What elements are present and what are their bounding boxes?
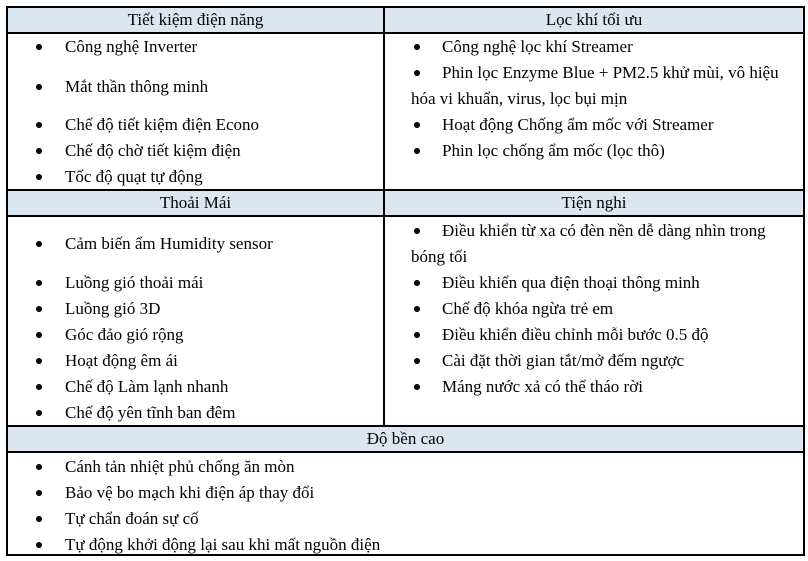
section-title-durability: Độ bền cao — [366, 429, 445, 448]
bullet-icon — [36, 516, 42, 522]
bullet-icon — [36, 44, 42, 50]
bullet-icon — [36, 148, 42, 154]
list-item: Phin lọc chống ẩm mốc (lọc thô) — [442, 141, 665, 160]
section-title-air: Lọc khí tối ưu — [545, 10, 643, 29]
list-item: Tự chẩn đoán sự cố — [65, 509, 199, 528]
list-item: Công nghệ Inverter — [65, 37, 198, 56]
table-border-right — [803, 6, 805, 556]
bullet-icon — [414, 122, 420, 128]
row-divider — [6, 425, 805, 427]
list-item: Hoạt động Chống ẩm mốc với Streamer — [442, 115, 714, 134]
list-item: Luồng gió thoải mái — [65, 273, 204, 292]
list-item: Chế độ tiết kiệm điện Econo — [65, 115, 260, 134]
table-border-left — [6, 6, 8, 556]
bullet-icon — [36, 306, 42, 312]
list-item: Phin lọc Enzyme Blue + PM2.5 khử mùi, vô hiệu hóa vi khuẩn, virus, lọc bụi mịn — [411, 63, 779, 108]
bullet-icon — [36, 280, 42, 286]
bullet-icon — [36, 490, 42, 496]
list-item: Chế độ chờ tiết kiệm điện — [65, 141, 241, 160]
row-divider — [6, 215, 805, 217]
list-item: Công nghệ lọc khí Streamer — [442, 37, 633, 56]
table-border-top — [6, 6, 805, 8]
section-title-convenience: Tiện nghi — [561, 193, 627, 212]
bullet-icon — [36, 384, 42, 390]
list-item: Góc đảo gió rộng — [65, 325, 184, 344]
list-item: Tốc độ quạt tự động — [65, 167, 203, 186]
list-item: Điều khiển điều chỉnh mỗi bước 0.5 độ — [442, 325, 709, 344]
section-header-air — [385, 8, 803, 32]
bullet-icon — [36, 174, 42, 180]
list-item: Máng nước xả có thể tháo rời — [442, 377, 643, 396]
bullet-icon — [36, 332, 42, 338]
bullet-icon — [414, 44, 420, 50]
bullet-icon — [36, 241, 42, 247]
bullet-icon — [36, 542, 42, 548]
list-item: Cảm biến ẩm Humidity sensor — [65, 234, 273, 253]
bullet-icon — [36, 122, 42, 128]
section-header-convenience — [385, 191, 803, 215]
row-divider — [6, 451, 805, 453]
list-item: Mắt thần thông minh — [65, 77, 209, 96]
bullet-icon — [414, 306, 420, 312]
list-item: Điều khiển qua điện thoại thông minh — [442, 273, 700, 292]
section-header-durability — [8, 427, 803, 451]
list-item: Tự động khởi động lại sau khi mất nguồn điện — [65, 535, 381, 554]
list-item: Điều khiển từ xa có đèn nền dễ dàng nhìn trong bóng tối — [411, 221, 766, 266]
section-title-energy: Tiết kiệm điện năng — [127, 10, 264, 29]
list-item: Hoạt động êm ái — [65, 351, 178, 370]
bullet-icon — [36, 464, 42, 470]
section-header-energy — [8, 8, 383, 32]
row-divider — [6, 189, 805, 191]
list-item: Cài đặt thời gian tắt/mở đếm ngược — [442, 351, 685, 370]
list-item: Luồng gió 3D — [65, 299, 161, 318]
list-item: Chế độ khóa ngừa trẻ em — [442, 299, 614, 318]
bullet-icon — [414, 280, 420, 286]
list-item: Bảo vệ bo mạch khi điện áp thay đổi — [65, 483, 315, 502]
bullet-icon — [414, 148, 420, 154]
list-item: Cánh tản nhiệt phủ chống ăn mòn — [65, 457, 295, 476]
table-border-bottom — [6, 554, 805, 556]
section-title-comfort: Thoải Mái — [159, 193, 232, 212]
bullet-icon — [36, 410, 42, 416]
list-item: Chế độ yên tĩnh ban đêm — [65, 403, 236, 422]
list-item: Chế độ Làm lạnh nhanh — [65, 377, 229, 396]
row-divider — [6, 32, 805, 34]
section-header-comfort — [8, 191, 383, 215]
bullet-icon — [414, 384, 420, 390]
bullet-icon — [36, 84, 42, 90]
bullet-icon — [414, 332, 420, 338]
bullet-icon — [36, 358, 42, 364]
bullet-icon — [414, 358, 420, 364]
